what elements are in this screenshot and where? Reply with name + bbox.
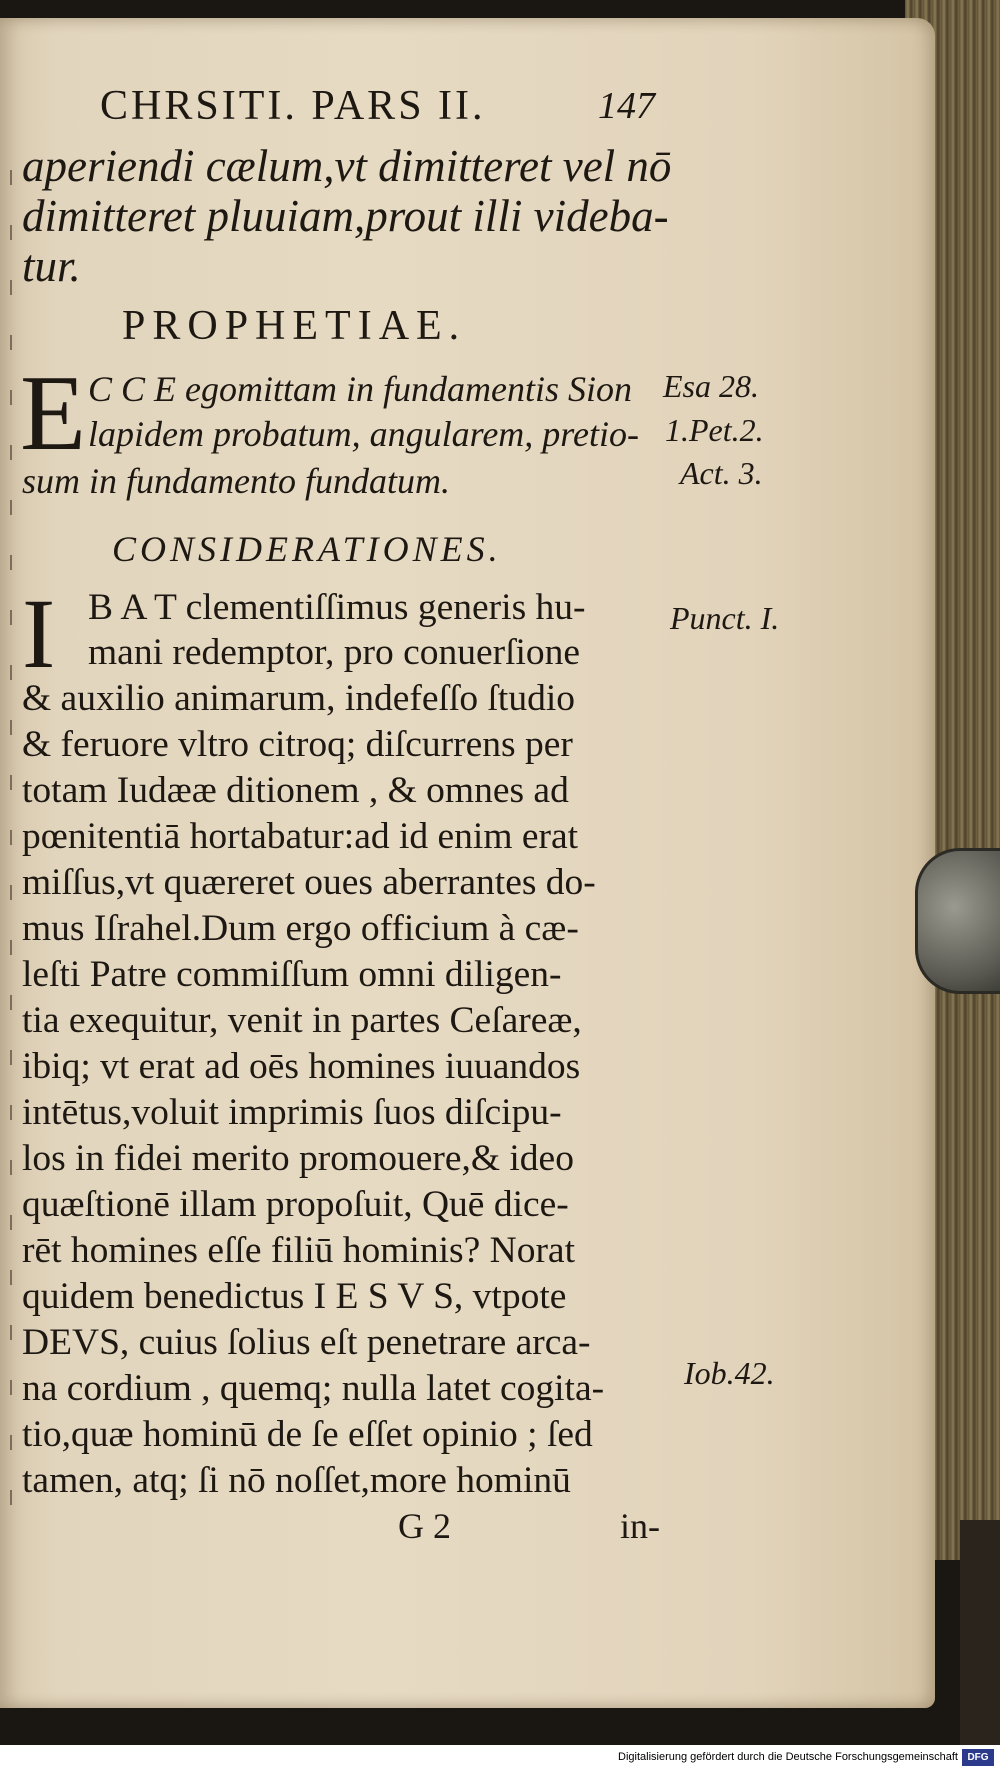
body-line-7: miſſus,vt quæreret oues aberrantes do- <box>22 862 596 903</box>
body-line-16: quidem benedictus I E S V S, vtpote <box>22 1276 567 1317</box>
book-clasp <box>915 848 1000 994</box>
body-line-3: & auxilio animarum, indefeſſo ſtudio <box>22 678 576 719</box>
margin-note-punct: Punct. I. <box>670 600 780 636</box>
running-head: CHRSITI. PARS II. <box>100 83 486 129</box>
body-line-9: leſti Patre commiſſum omni diligen- <box>22 954 562 995</box>
margin-note-act: Act. 3. <box>680 455 763 491</box>
body-line-11: ibiq; vt erat ad oēs homines iuuandos <box>22 1046 581 1087</box>
section-title: PROPHETIAE. <box>122 303 467 349</box>
prophecy-line-3: sum in fundamento fundatum. <box>22 461 450 501</box>
continued-line-2: dimitteret pluuiam,prout illi videba- <box>22 191 669 241</box>
body-line-20: tamen, atq; ſi nō noſſet,more hominū <box>22 1460 571 1501</box>
body-line-5: totam Iudææ ditionem , & omnes ad <box>22 770 569 811</box>
body-line-10: tia exequitur, venit in partes Ceſareæ, <box>22 1000 582 1041</box>
prophecy-line-1: C C E egomittam in fundamentis Sion <box>88 369 632 409</box>
body-line-1: B A T clementiſſimus generis hu- <box>88 587 586 628</box>
body-line-13: los in fidei merito promouere,& ideo <box>22 1138 574 1179</box>
margin-note-iob: Iob.42. <box>684 1355 775 1391</box>
footer-credit: Digitalisierung gefördert durch die Deutsche Forschungsgemeinschaft <box>618 1751 958 1763</box>
margin-note-pet: 1.Pet.2. <box>665 412 764 448</box>
continued-line-3: tur. <box>22 241 81 291</box>
body-line-15: rēt homines eſſe filiū hominis? Norat <box>22 1230 575 1271</box>
body-line-17: DEVS, cuius ſolius eſt penetrare arca- <box>22 1322 591 1363</box>
drop-cap-i: I <box>22 578 56 689</box>
body-line-8: mus Iſrahel.Dum ergo officium à cæ- <box>22 908 579 949</box>
body-line-2: mani redemptor, pro conuerſione <box>88 632 581 673</box>
margin-note-esa: Esa 28. <box>663 368 759 404</box>
continued-line-1: aperiendi cælum,vt dimitteret vel nō <box>22 141 672 191</box>
page-number: 147 <box>598 85 655 127</box>
body-line-6: pœnitentiā hortabatur:ad id enim erat <box>22 816 579 857</box>
catchword: in- <box>620 1506 660 1546</box>
body-line-19: tio,quæ hominū de ſe eſſet opinio ; ſed <box>22 1414 593 1455</box>
body-line-14: quæſtionē illam propoſuit, Quē dice- <box>22 1184 569 1225</box>
prophecy-line-2: lapidem probatum, angularem, pretio- <box>88 414 639 454</box>
body-line-18: na cordium , quemq; nulla latet cogita- <box>22 1368 605 1409</box>
drop-cap-e: E <box>20 354 86 473</box>
gutter-shadow <box>10 130 12 1510</box>
body-line-12: intētus,voluit imprimis ſuos diſcipu- <box>22 1092 562 1133</box>
dfg-logo: DFG <box>962 1749 994 1766</box>
book-cover-corner <box>960 1520 1000 1770</box>
signature-mark: G 2 <box>398 1506 451 1546</box>
considerations-title: CONSIDERATIONES. <box>112 529 502 569</box>
body-line-4: & feruore vltro citroq; diſcurrens per <box>22 724 573 765</box>
